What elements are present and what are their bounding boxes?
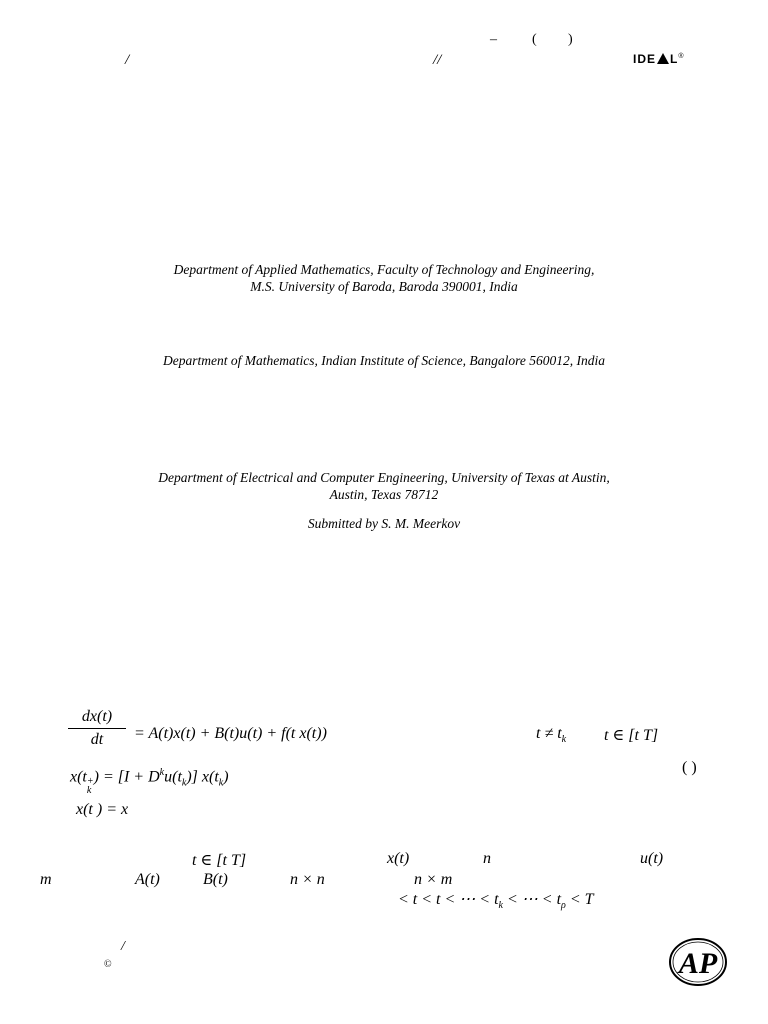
submitted-by: Submitted by S. M. Meerkov [307, 516, 461, 531]
partition-sub-rho: ρ [561, 900, 566, 912]
partition-start: < t < t < ⋯ < t [398, 891, 499, 908]
body-math-control: u(t) [640, 850, 664, 867]
body-math-domain: t ∈ [t T] [192, 852, 247, 869]
ideal-logo-right: L [670, 52, 679, 66]
publisher-logo-icon [668, 937, 728, 987]
ideal-triangle-icon [657, 53, 669, 64]
header-slash: / [125, 52, 130, 68]
eq2-close: ) [223, 768, 229, 786]
header-dash: – [490, 32, 497, 47]
eq2-rhs: ) = [I + D [93, 768, 160, 786]
body-math-partition [398, 889, 594, 911]
equation-number: ( ) [682, 759, 697, 776]
eq2-end: )] x(t [186, 768, 219, 786]
body-math-A: A(t) [135, 871, 160, 888]
equation-2 [70, 767, 229, 795]
eq2-end-sub: k [218, 777, 224, 789]
affiliation-1-line1: Department of Applied Mathematics, Faculty of Technology and Engineering, [173, 262, 595, 277]
body-math-n: n [483, 850, 491, 867]
condition-sub: k [561, 734, 567, 746]
ideal-logo [633, 52, 685, 66]
ideal-logo-left: IDE [633, 52, 657, 66]
header-double-slash: // [433, 52, 442, 68]
affiliation-3-line1: Department of Electrical and Computer Engineering, University of Texas at Austin, [158, 470, 610, 485]
body-math-m: m [40, 871, 52, 888]
eq2-rest: u(t [164, 768, 182, 786]
publisher-logo [668, 937, 728, 987]
equation-3: x(t ) = x [76, 801, 129, 818]
header-paren-close: ) [568, 32, 573, 47]
affiliation-2-line1: Department of Mathematics, Indian Institute of Science, Bangalore 560012, India [163, 353, 605, 368]
body-math-nxn: n × n [290, 871, 325, 888]
eq2-lhs: x(t [70, 768, 87, 786]
affiliation-2 [0, 352, 768, 369]
eq2-rest-sub: k [181, 777, 187, 789]
affiliation-1 [0, 261, 768, 295]
affiliation-3-line2: Austin, Texas 78712 [329, 487, 439, 502]
publisher-logo-text: AP [678, 947, 718, 980]
copyright-mark: © [104, 959, 112, 970]
fraction-numerator: dx(t) [68, 708, 126, 729]
registered-mark: ® [678, 53, 685, 60]
footer-slash: / [121, 939, 125, 954]
eq2-scripts [87, 777, 94, 795]
equation-1-rhs: = A(t)x(t) + B(t)u(t) + f(t x(t)) [134, 725, 327, 742]
body-math-B: B(t) [203, 871, 228, 888]
equation-1-condition [536, 725, 566, 745]
partition-sub-k: k [498, 900, 503, 912]
eq2-k: k [159, 767, 165, 778]
eq2-sup: + [86, 776, 94, 788]
body-math-state: x(t) [387, 850, 410, 867]
partition-mid: < ⋯ < t [506, 891, 562, 908]
affiliation-3 [0, 469, 768, 503]
condition-text: t ≠ t [536, 725, 562, 742]
eq2-sub: k [86, 785, 92, 797]
derivative-fraction [68, 708, 126, 749]
partition-end: < T [569, 891, 594, 908]
header-paren-open: ( [532, 32, 537, 47]
equation-1-domain: t ∈ [t T] [604, 727, 659, 744]
body-math-nxm: n × m [414, 871, 453, 888]
affiliation-1-line2: M.S. University of Baroda, Baroda 390001, India [250, 279, 518, 294]
fraction-denominator: dt [90, 731, 104, 748]
